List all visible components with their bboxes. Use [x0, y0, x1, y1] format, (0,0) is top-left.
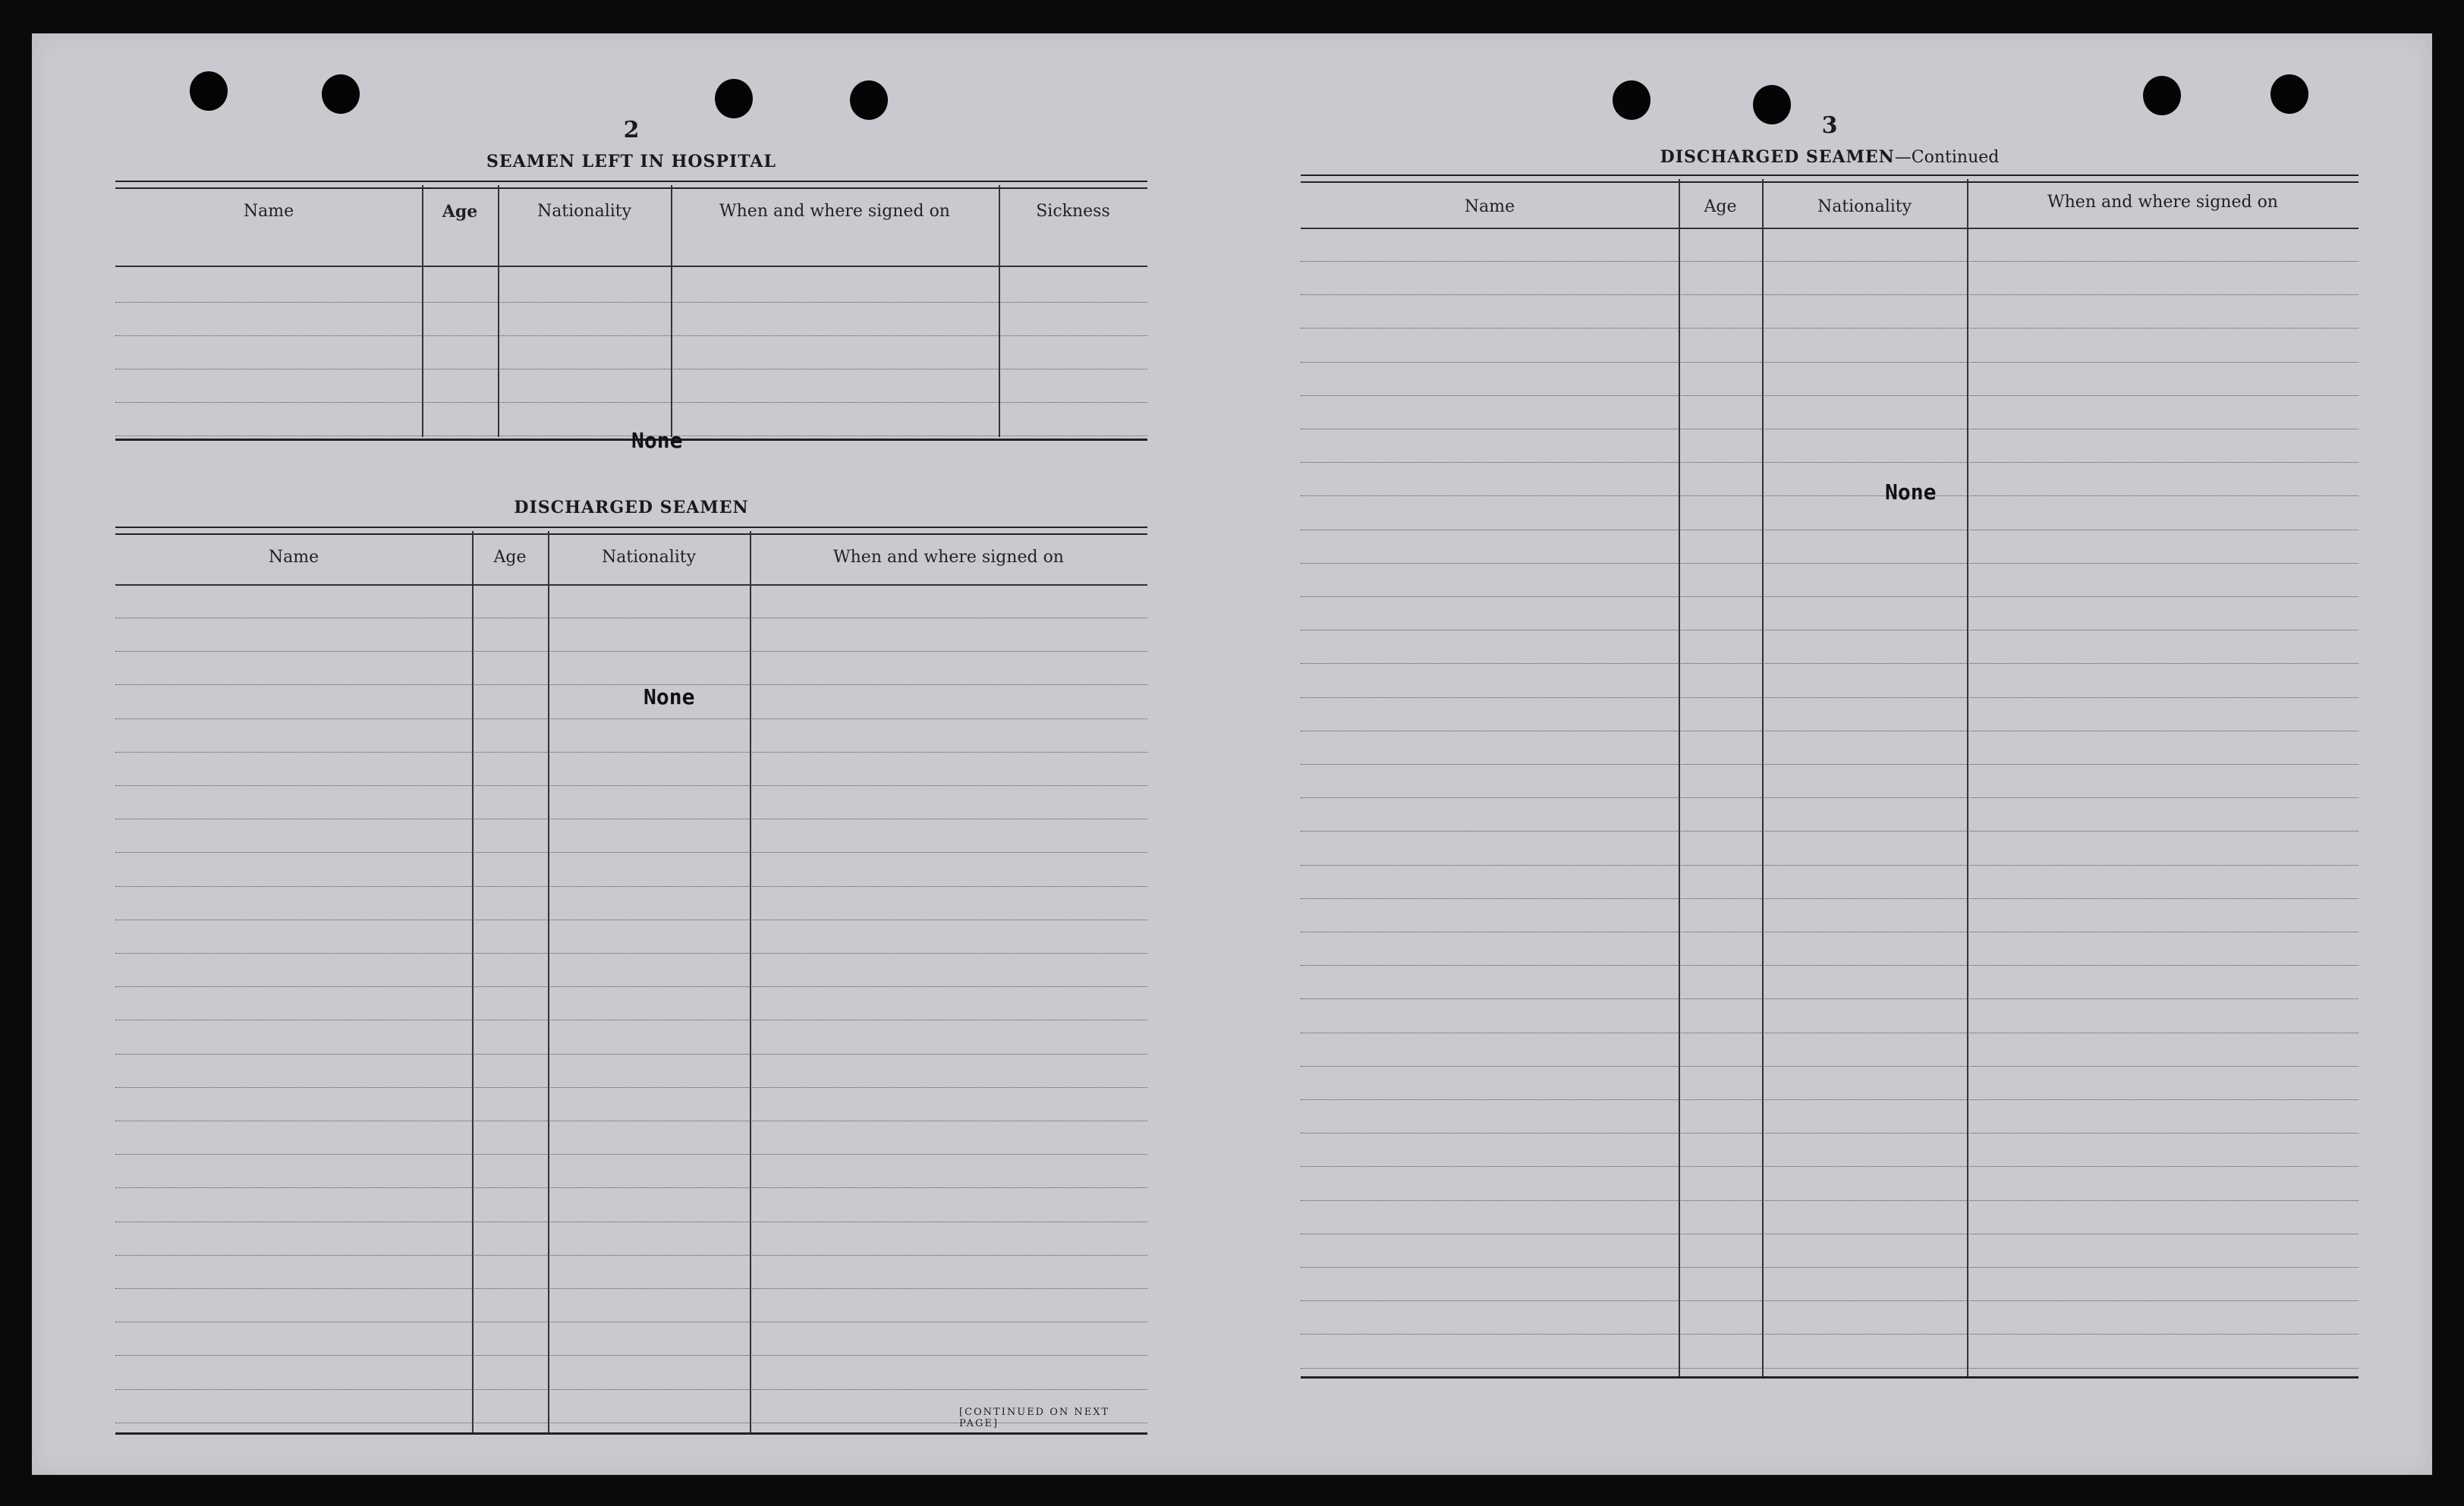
- ruled-line: [1301, 898, 2359, 899]
- ruled-line: [115, 1221, 1147, 1222]
- ruled-line: [1301, 865, 2359, 866]
- ruled-line: [115, 1389, 1147, 1390]
- column-header-age: Age: [1704, 197, 1737, 216]
- ruled-line: [1301, 764, 2359, 765]
- discharged-section-title: DISCHARGED SEAMEN: [514, 498, 749, 517]
- right-page: [1301, 33, 2359, 1475]
- ruled-line: [1301, 1200, 2359, 1201]
- column-header-sickness: Sickness: [1036, 202, 1110, 221]
- discharged-continued-title: [1301, 147, 2359, 167]
- discharged-continued-none-entry: None: [1885, 479, 1937, 505]
- column-header-name: Name: [268, 548, 319, 567]
- ruled-line: [1301, 831, 2359, 832]
- ruled-line: [1301, 1368, 2359, 1369]
- column-header-signed-on: When and where signed on: [2047, 193, 2278, 212]
- column-header-age: Age: [493, 548, 527, 567]
- column-header-age: Age: [442, 202, 478, 222]
- column-header-name: Name: [1464, 197, 1515, 216]
- ruled-line: [115, 1054, 1147, 1055]
- ruled-line: [1301, 462, 2359, 463]
- ruled-line: [115, 886, 1147, 887]
- section-title-main: DISCHARGED SEAMEN: [1660, 147, 1895, 167]
- ruled-line: [1301, 261, 2359, 262]
- ruled-line: [1301, 663, 2359, 664]
- ruled-line: [115, 651, 1147, 652]
- page-number: 2: [623, 117, 640, 143]
- ruled-line: [115, 1154, 1147, 1155]
- ruled-line: [1301, 1334, 2359, 1335]
- ruled-line: [1301, 596, 2359, 597]
- ruled-line: [115, 1355, 1147, 1356]
- column-header-nationality: Nationality: [601, 548, 697, 567]
- ruled-line: [1301, 1267, 2359, 1268]
- ruled-line: [115, 953, 1147, 954]
- ruled-line: [1301, 1099, 2359, 1100]
- ruled-line: [115, 752, 1147, 753]
- ruled-line: [1301, 1300, 2359, 1301]
- ruled-line: [1301, 998, 2359, 999]
- ruled-line: [1301, 1066, 2359, 1067]
- ruled-line: [115, 684, 1147, 685]
- section-title-suffix: —Continued: [1894, 148, 2000, 167]
- discharged-continued-table: [1301, 174, 2359, 1388]
- column-header-signed-on: When and where signed on: [719, 202, 950, 221]
- ruled-line: [1301, 362, 2359, 363]
- ruled-line: [1301, 395, 2359, 396]
- manifest-sheet: [32, 33, 2432, 1475]
- ruled-line: [115, 1255, 1147, 1256]
- column-header-signed-on: When and where signed on: [833, 548, 1064, 567]
- hospital-section-title: SEAMEN LEFT IN HOSPITAL: [486, 152, 776, 171]
- ruled-line: [1301, 563, 2359, 564]
- column-header-nationality: Nationality: [537, 202, 632, 221]
- ruled-line: [1301, 495, 2359, 496]
- page-number: 3: [1821, 112, 1838, 139]
- ruled-line: [115, 718, 1147, 719]
- ruled-line: [115, 986, 1147, 987]
- ruled-line: [1301, 797, 2359, 798]
- ruled-line: [115, 1087, 1147, 1088]
- continued-note: [CONTINUED ON NEXT PAGE]: [959, 1407, 1110, 1429]
- ruled-line: [1301, 697, 2359, 698]
- ruled-line: [115, 852, 1147, 853]
- column-header-nationality: Nationality: [1817, 197, 1912, 216]
- ruled-line: [115, 1288, 1147, 1289]
- ruled-line: [1301, 294, 2359, 295]
- left-page: [115, 33, 1147, 1475]
- hospital-none-entry: None: [631, 428, 683, 453]
- column-header-name: Name: [243, 202, 294, 221]
- ruled-line: [115, 1187, 1147, 1188]
- ruled-line: [1301, 965, 2359, 966]
- ruled-line: [1301, 1166, 2359, 1167]
- ruled-line: [1301, 328, 2359, 329]
- discharged-none-entry: None: [644, 684, 695, 709]
- ruled-line: [115, 785, 1147, 786]
- discharged-table: [115, 527, 1147, 1437]
